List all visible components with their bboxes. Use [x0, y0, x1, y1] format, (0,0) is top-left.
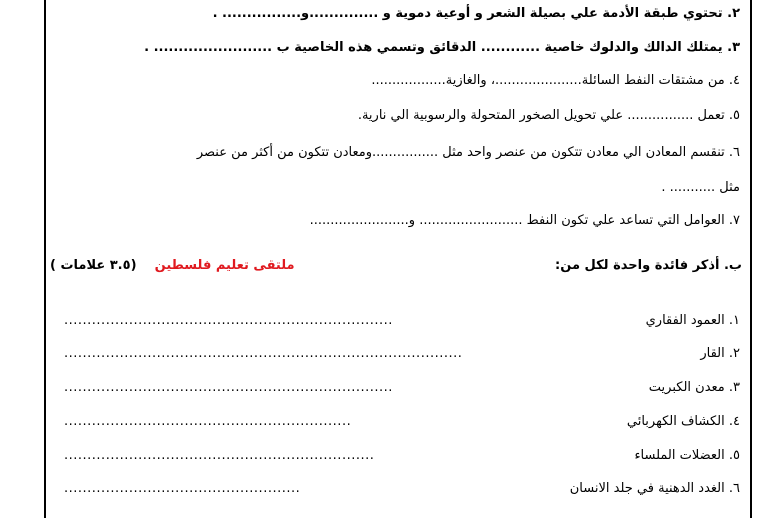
answer-blank: ....................................................................... [64, 313, 393, 328]
question-3: ٣. يمتلك الدالك والدلوك خاصية ............ الدقائق وتسمي هذه الخاصية ب ........................ . [144, 40, 740, 55]
question-2: ٢. تحتوي طبقة الأدمة علي بصيلة الشعر و أوعية دموية و ..............و................ . [212, 6, 740, 21]
item-label: ٥. العضلات الملساء [634, 448, 740, 463]
marks-label: (٣.٥ علامات ) [50, 258, 137, 273]
list-item [64, 447, 740, 467]
answer-blank: ....................................................................... [64, 380, 393, 395]
list-item [64, 413, 740, 433]
answer-blank: ................................................... [64, 481, 301, 496]
item-label: ٢. القار [700, 346, 740, 361]
list-item [64, 379, 740, 399]
question-6-line-1: ٦. تنقسم المعادن الي معادن تتكون من عنصر واحد مثل ................ومعادن تتكون من أكثر من عنصر [196, 145, 740, 160]
answer-blank: .............................................................. [64, 414, 352, 429]
part-b-header [50, 258, 742, 280]
watermark-text: ملتقى تعليم فلسطين [154, 258, 295, 273]
list-item [64, 345, 740, 365]
part-b-watermark-and-marks [50, 258, 295, 273]
question-6-line-2: مثل ........... . [661, 180, 740, 195]
answer-blank: ...................................................................................... [64, 346, 463, 361]
question-4: ٤. من مشتقات النفط السائلة.....................، والغازية.................. [371, 73, 740, 88]
question-7: ٧. العوامل التي تساعد علي تكون النفط ......................... و........................ [309, 213, 740, 228]
item-label: ٤. الكشاف الكهربائي [626, 414, 740, 429]
part-b-title: ب. أذكر فائدة واحدة لكل من: [555, 258, 742, 273]
item-label: ٣. معدن الكبريت [648, 380, 740, 395]
item-label: ٦. الغدد الدهنية في جلد الانسان [569, 481, 740, 496]
list-item [64, 480, 740, 500]
answer-blank: ................................................................... [64, 448, 375, 463]
item-label: ١. العمود الفقاري [645, 313, 740, 328]
question-5: ٥. تعمل ................ علي تحويل الصخور المتحولة والرسوبية الي نارية. [357, 108, 740, 123]
list-item [64, 312, 740, 332]
